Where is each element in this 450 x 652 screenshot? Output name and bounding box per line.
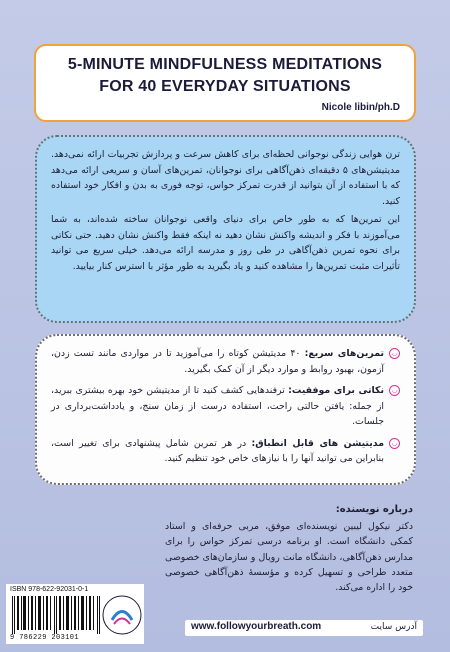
feature-item: [51, 346, 400, 377]
feature-heading: نکاتی برای موفقیت:: [288, 385, 385, 396]
feature-heading: تمرین‌های سریع:: [304, 348, 384, 359]
title-line-1: 5-MINUTE MINDFULNESS MEDITATIONS: [67, 56, 383, 73]
feature-heading: مدیتیشن های قابل انطباق:: [251, 437, 384, 449]
isbn-label: ISBN 978-622-92031-0-1: [10, 586, 89, 593]
feature-text: در هر تمرین شامل پیشنهادی برای تغییر است، بنابراین می توانید آنها را با نیازهای خاص خود تنظیم کنید.: [51, 437, 384, 464]
about-author: [165, 502, 413, 595]
about-text: دکتر نیکول لیبین نویسنده‌ای موفق، مربی حرفه‌ای و استاد کمکی دانشگاه است. او برنامه درسی تمرکز حواس را برای مدارس ذهن‌آگاهی، دانشگاه مانت رویال و سازمان‌های خصوصی متعدد طراحی و تسهیل کرده و مؤسسهٔ ذهن‌آگاهی خصوصی خود را اداره می‌کند.: [165, 521, 413, 594]
website-url[interactable]: www.followyourbreath.com: [191, 621, 322, 632]
intro-paragraph-1: ترن هوایی زندگی نوجوانی لحظه‌ای برای کاهش سرعت و پردازش تجربیات ارائه نمی‌دهد. مدیتیشن‌های ۵ دقیقه‌ای ذهن‌آگاهی برای نوجوانان، تمرین‌های آسان و سریعی ارائه می‌دهد که با استفاده از آن بتوانید از قدرت تمرکز حواس، توجه فوری به بدن و افکار خود استفاده کنید.: [51, 149, 400, 207]
feature-text: ۴۰ مدیتیشن کوتاه را می‌آموزید تا در مواردی مانند تست زدن، آزمون، بهبود روابط و موارد دیگر از آن کمک بگیرید.: [51, 348, 384, 375]
title-line-2: FOR 40 EVERYDAY SITUATIONS: [99, 78, 351, 95]
intro-paragraph-2: این تمرین‌ها که به طور خاص برای دنیای واقعی نوجوانان ساخته شده‌اند، به شما می‌آموزند با فکر و اندیشه واکنش نشان دهید نه اینکه فقط واکنش نشان دهید. حتی نکاتی برای نحوه تمرین ذهن‌آگاهی در طی روز و مدرسه ارائه می‌دهد. خیلی سریع می توانید تأثیرات مثبت تمرین‌ها را مشاهده کنید و یاد بگیرید به طور مؤثر با استرس کنار بیایید.: [51, 214, 400, 272]
website-bar: [185, 620, 423, 636]
author-name: Nicole libin/ph.D: [321, 102, 400, 113]
title-box: [34, 44, 416, 122]
features-speech-bubble: [35, 334, 416, 485]
smiley-icon: ◡: [389, 438, 400, 449]
barcode-icon: [10, 596, 102, 634]
intro-speech-bubble: [35, 135, 416, 323]
website-label: آدرس سایت: [370, 622, 417, 632]
about-heading: درباره نویسنده:: [335, 504, 413, 515]
feature-item: [51, 436, 400, 467]
feature-item: [51, 383, 400, 430]
smiley-icon: ◡: [389, 385, 400, 396]
barcode-digits: 9 786229 203101: [10, 634, 80, 642]
publisher-logo-icon: [102, 595, 142, 635]
feature-text: ترفندهایی کشف کنید تا از مدیتیشن خود بهره بیشتری ببرید، از جمله: یافتن حالتی راحت، استفاده درست از زمان سنج، و یادداشت‌برداری در جلسات.: [51, 385, 384, 427]
smiley-icon: ◡: [389, 348, 400, 359]
